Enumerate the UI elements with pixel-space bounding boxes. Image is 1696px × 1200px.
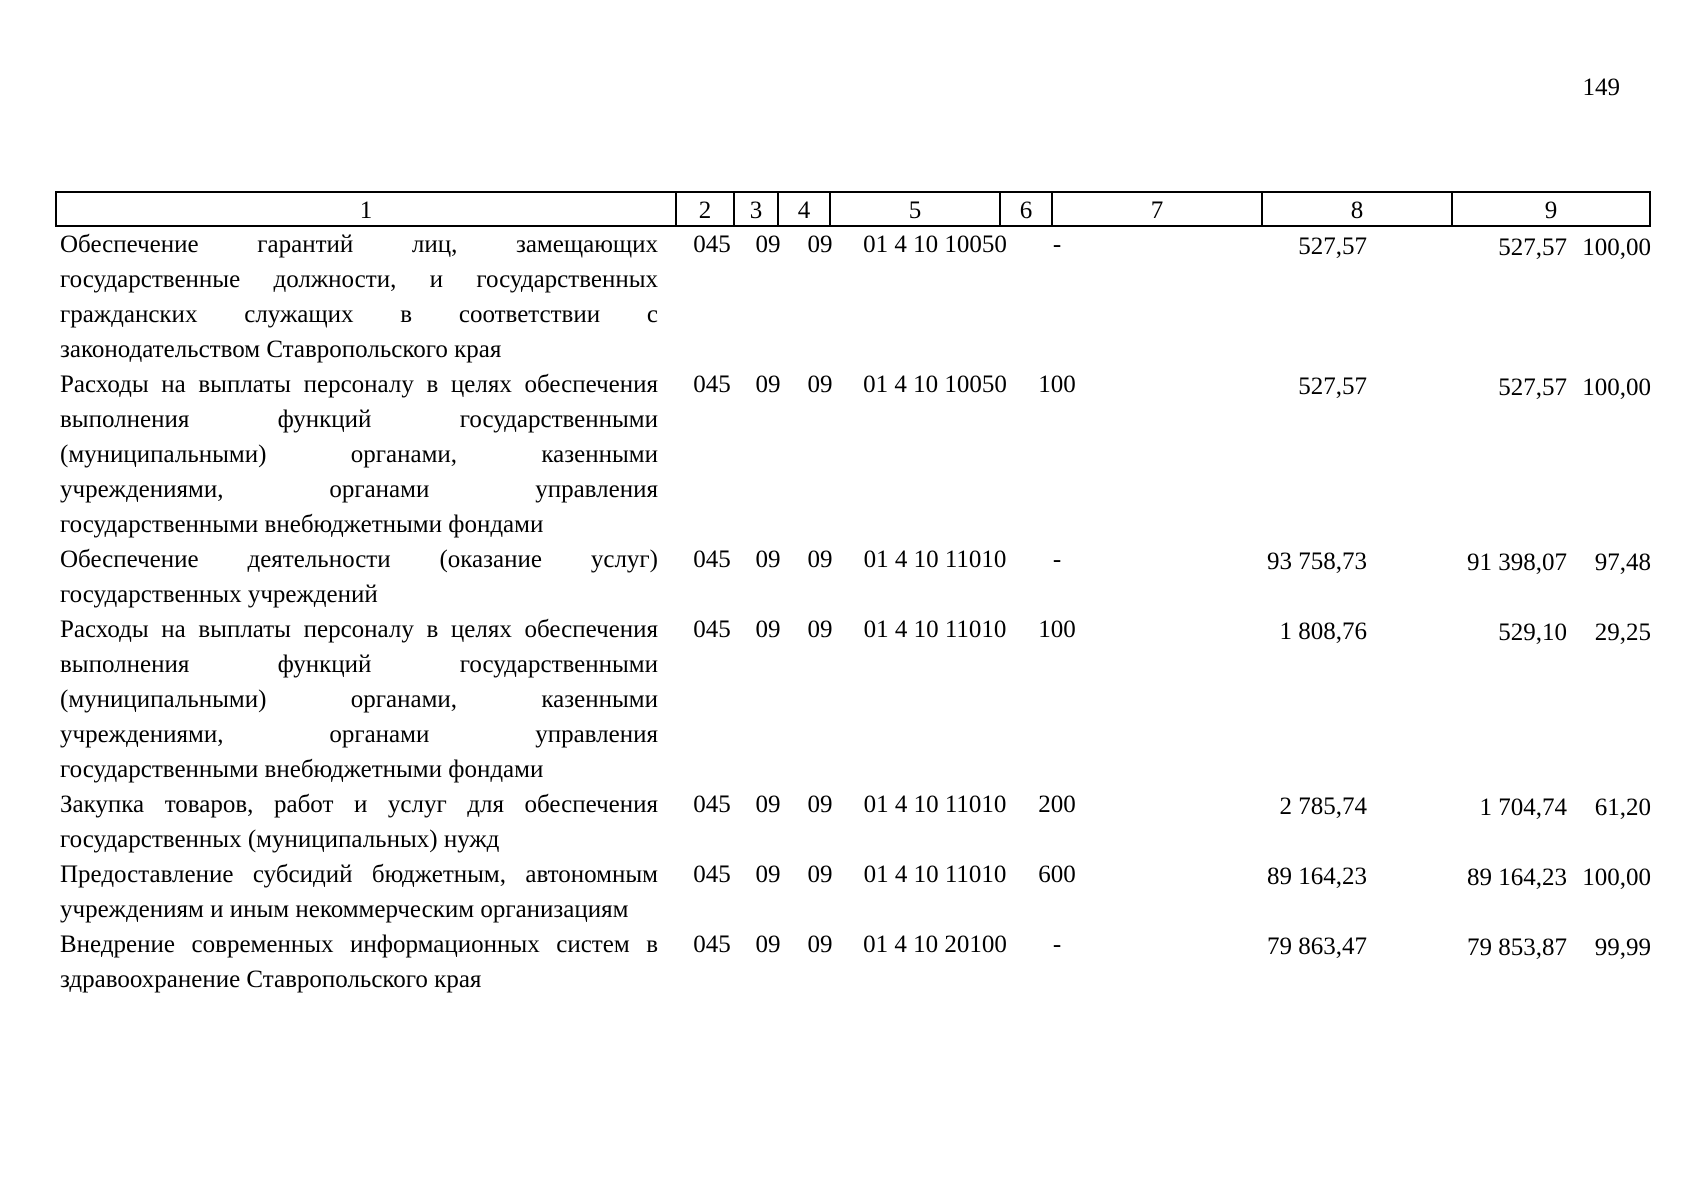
table-row xyxy=(57,857,1651,927)
row-col-4: 09 xyxy=(807,931,833,958)
header-col-1: 1 xyxy=(55,191,677,227)
header-col-8: 8 xyxy=(1261,191,1453,227)
row-col-6: - xyxy=(1052,931,1062,958)
table-row xyxy=(57,927,1651,997)
row-col-7: 2 785,74 xyxy=(1279,793,1367,820)
row-col-4: 09 xyxy=(807,616,833,643)
header-col-4: 4 xyxy=(777,191,831,227)
row-col-9: 100,00 xyxy=(1582,234,1651,261)
row-col-5: 01 4 10 10050 xyxy=(863,231,1007,258)
row-col-6: 100 xyxy=(1038,616,1076,643)
row-col-9: 99,99 xyxy=(1594,934,1651,961)
table-row xyxy=(57,787,1651,857)
table-header xyxy=(55,191,1651,229)
header-col-6: 6 xyxy=(999,191,1053,227)
header-col-7: 7 xyxy=(1051,191,1263,227)
header-col-9: 9 xyxy=(1451,191,1651,227)
row-col-3: 09 xyxy=(755,546,781,573)
row-col-7: 527,57 xyxy=(1298,233,1367,260)
row-name: Обеспечение гарантий лиц, замещающих государственные должности, и государственных гражданских служащих в соответствии с законодательством Ставропольского края xyxy=(60,231,658,363)
row-col-3: 09 xyxy=(755,616,781,643)
row-name: Расходы на выплаты персоналу в целях обеспечения выполнения функций государственными (муниципальными) органами, казенными учреждениями, органами управления государственными внебюджетными фондами xyxy=(60,371,658,538)
row-col-8: 1 704,74 xyxy=(1479,794,1567,821)
row-name: Внедрение современных информационных систем в здравоохранение Ставропольского края xyxy=(60,931,658,993)
header-col-5: 5 xyxy=(829,191,1001,227)
row-col-9: 61,20 xyxy=(1594,794,1651,821)
row-col-5: 01 4 10 11010 xyxy=(863,616,1007,643)
row-col-2: 045 xyxy=(693,931,731,958)
row-col-9: 100,00 xyxy=(1582,374,1651,401)
row-name: Обеспечение деятельности (оказание услуг) государственных учреждений xyxy=(60,546,658,608)
row-col-9: 97,48 xyxy=(1594,549,1651,576)
row-col-4: 09 xyxy=(807,546,833,573)
table-row xyxy=(57,542,1651,612)
row-col-6: - xyxy=(1052,231,1062,258)
row-col-3: 09 xyxy=(755,231,781,258)
table-row xyxy=(57,367,1651,542)
row-col-3: 09 xyxy=(755,861,781,888)
row-col-8: 79 853,87 xyxy=(1467,934,1567,961)
row-col-9: 100,00 xyxy=(1582,864,1651,891)
row-col-5: 01 4 10 11010 xyxy=(863,791,1007,818)
row-col-8: 527,57 xyxy=(1498,374,1567,401)
table-row xyxy=(57,612,1651,787)
row-col-2: 045 xyxy=(693,371,731,398)
row-col-8: 527,57 xyxy=(1498,234,1567,261)
row-name: Закупка товаров, работ и услуг для обеспечения государственных (муниципальных) нужд xyxy=(60,791,658,853)
row-col-2: 045 xyxy=(693,231,731,258)
row-col-8: 91 398,07 xyxy=(1467,549,1567,576)
row-col-2: 045 xyxy=(693,791,731,818)
row-col-9: 29,25 xyxy=(1594,619,1651,646)
row-col-6: 100 xyxy=(1038,371,1076,398)
row-col-8: 89 164,23 xyxy=(1467,864,1567,891)
row-col-3: 09 xyxy=(755,791,781,818)
row-col-5: 01 4 10 11010 xyxy=(863,861,1007,888)
row-col-2: 045 xyxy=(693,616,731,643)
row-col-7: 527,57 xyxy=(1298,373,1367,400)
row-col-2: 045 xyxy=(693,861,731,888)
row-col-8: 529,10 xyxy=(1498,619,1567,646)
row-col-6: 200 xyxy=(1038,791,1076,818)
row-name: Расходы на выплаты персоналу в целях обеспечения выполнения функций государственными (муниципальными) органами, казенными учреждениями, органами управления государственными внебюджетными фондами xyxy=(60,616,658,783)
table-body xyxy=(57,227,1651,997)
row-col-2: 045 xyxy=(693,546,731,573)
row-col-3: 09 xyxy=(755,931,781,958)
header-col-3: 3 xyxy=(733,191,779,227)
row-col-7: 93 758,73 xyxy=(1267,548,1367,575)
row-col-5: 01 4 10 20100 xyxy=(863,931,1007,958)
row-col-5: 01 4 10 11010 xyxy=(863,546,1007,573)
row-col-4: 09 xyxy=(807,231,833,258)
row-col-3: 09 xyxy=(755,371,781,398)
row-col-5: 01 4 10 10050 xyxy=(863,371,1007,398)
table-row xyxy=(57,227,1651,367)
row-col-6: - xyxy=(1052,546,1062,573)
row-col-7: 1 808,76 xyxy=(1279,618,1367,645)
row-col-4: 09 xyxy=(807,861,833,888)
page-number: 149 xyxy=(1582,74,1620,101)
row-col-6: 600 xyxy=(1038,861,1076,888)
row-col-4: 09 xyxy=(807,791,833,818)
header-col-2: 2 xyxy=(675,191,735,227)
row-name: Предоставление субсидий бюджетным, автономным учреждениям и иным некоммерческим организациям xyxy=(60,861,658,923)
row-col-4: 09 xyxy=(807,371,833,398)
row-col-7: 89 164,23 xyxy=(1267,863,1367,890)
row-col-7: 79 863,47 xyxy=(1267,933,1367,960)
